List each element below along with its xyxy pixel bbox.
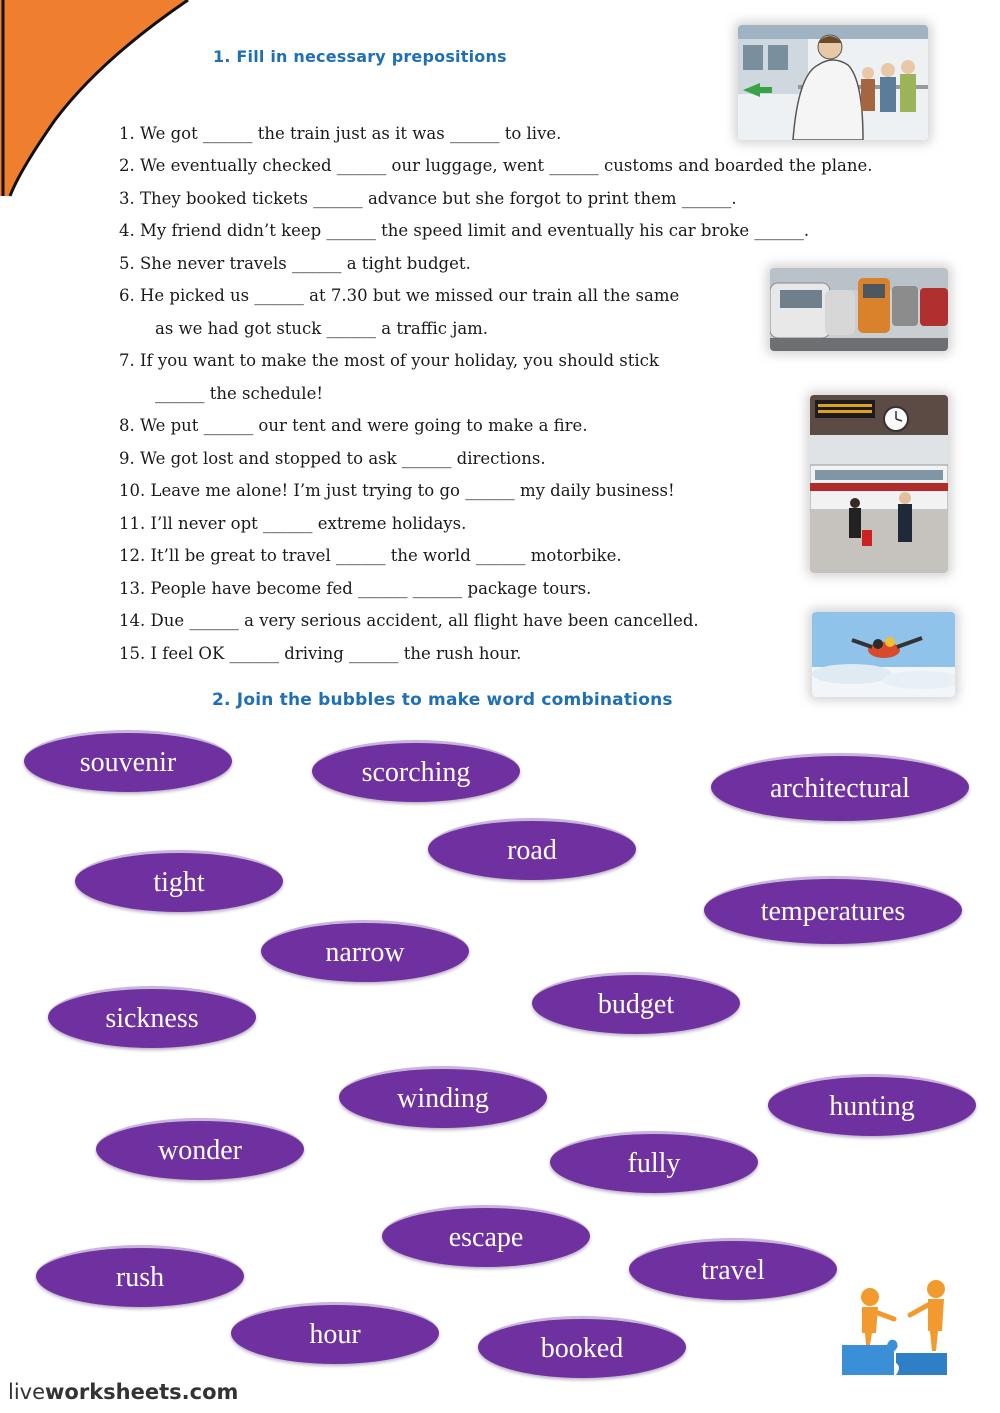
- bubble-winding[interactable]: winding: [339, 1066, 547, 1128]
- bubble-hour[interactable]: hour: [231, 1302, 439, 1364]
- question-7: 7. If you want to make the most of your holiday, you should stick: [119, 351, 659, 370]
- question-9: 9. We got lost and stopped to ask ______ directions.: [119, 449, 546, 468]
- puzzle-people-illustration: [832, 1275, 982, 1380]
- question-13: 13. People have become fed ______ ______ package tours.: [119, 579, 592, 598]
- question-5: 5. She never travels ______ a tight budget.: [119, 254, 471, 273]
- station-train-photo: [810, 395, 948, 573]
- bubble-road[interactable]: road: [428, 818, 636, 880]
- bubble-wonder[interactable]: wonder: [96, 1118, 304, 1180]
- bubble-escape[interactable]: escape: [382, 1205, 590, 1267]
- bubble-rush[interactable]: rush: [36, 1245, 244, 1307]
- bubble-booked[interactable]: booked: [478, 1316, 686, 1378]
- bubble-fully[interactable]: fully: [550, 1131, 758, 1193]
- question-10: 10. Leave me alone! I’m just trying to go ______ my daily business!: [119, 481, 675, 500]
- question-11: 11. I’ll never opt ______ extreme holidays.: [119, 514, 467, 533]
- question-6: 6. He picked us ______ at 7.30 but we missed our train all the same: [119, 286, 680, 305]
- traffic-jam-photo: [770, 268, 948, 351]
- bubble-temperatures[interactable]: temperatures: [704, 876, 962, 944]
- question-6-cont: as we had got stuck ______ a traffic jam.: [155, 319, 489, 338]
- footer-logo: liveworksheets.com: [8, 1380, 239, 1404]
- question-4: 4. My friend didn’t keep ______ the speed limit and eventually his car broke ______.: [119, 221, 810, 240]
- question-15: 15. I feel OK ______ driving ______ the rush hour.: [119, 644, 522, 663]
- question-7-cont: ______ the schedule!: [155, 384, 323, 403]
- bubble-souvenir[interactable]: souvenir: [24, 730, 232, 792]
- question-8: 8. We put ______ our tent and were going to make a fire.: [119, 416, 588, 435]
- question-14: 14. Due ______ a very serious accident, all flight have been cancelled.: [119, 611, 699, 630]
- section-1-title: 1. Fill in necessary prepositions: [213, 47, 507, 66]
- bubble-tight[interactable]: tight: [75, 850, 283, 912]
- bubble-architectural[interactable]: architectural: [711, 753, 969, 821]
- train-boarding-photo: [738, 25, 928, 140]
- section-2-title: 2. Join the bubbles to make word combinations: [212, 690, 673, 710]
- question-2: 2. We eventually checked ______ our luggage, went ______ customs and boarded the plane.: [119, 156, 873, 175]
- bubble-travel[interactable]: travel: [629, 1238, 837, 1300]
- bubble-narrow[interactable]: narrow: [261, 920, 469, 982]
- question-1: 1. We got ______ the train just as it was ______ to live.: [119, 124, 562, 143]
- question-12: 12. It’ll be great to travel ______ the world ______ motorbike.: [119, 546, 622, 565]
- bubble-scorching[interactable]: scorching: [312, 740, 520, 802]
- skydiving-photo: [812, 612, 955, 697]
- question-3: 3. They booked tickets ______ advance but she forgot to print them ______.: [119, 189, 737, 208]
- bubble-hunting[interactable]: hunting: [768, 1074, 976, 1136]
- bubble-budget[interactable]: budget: [532, 972, 740, 1034]
- bubble-sickness[interactable]: sickness: [48, 986, 256, 1048]
